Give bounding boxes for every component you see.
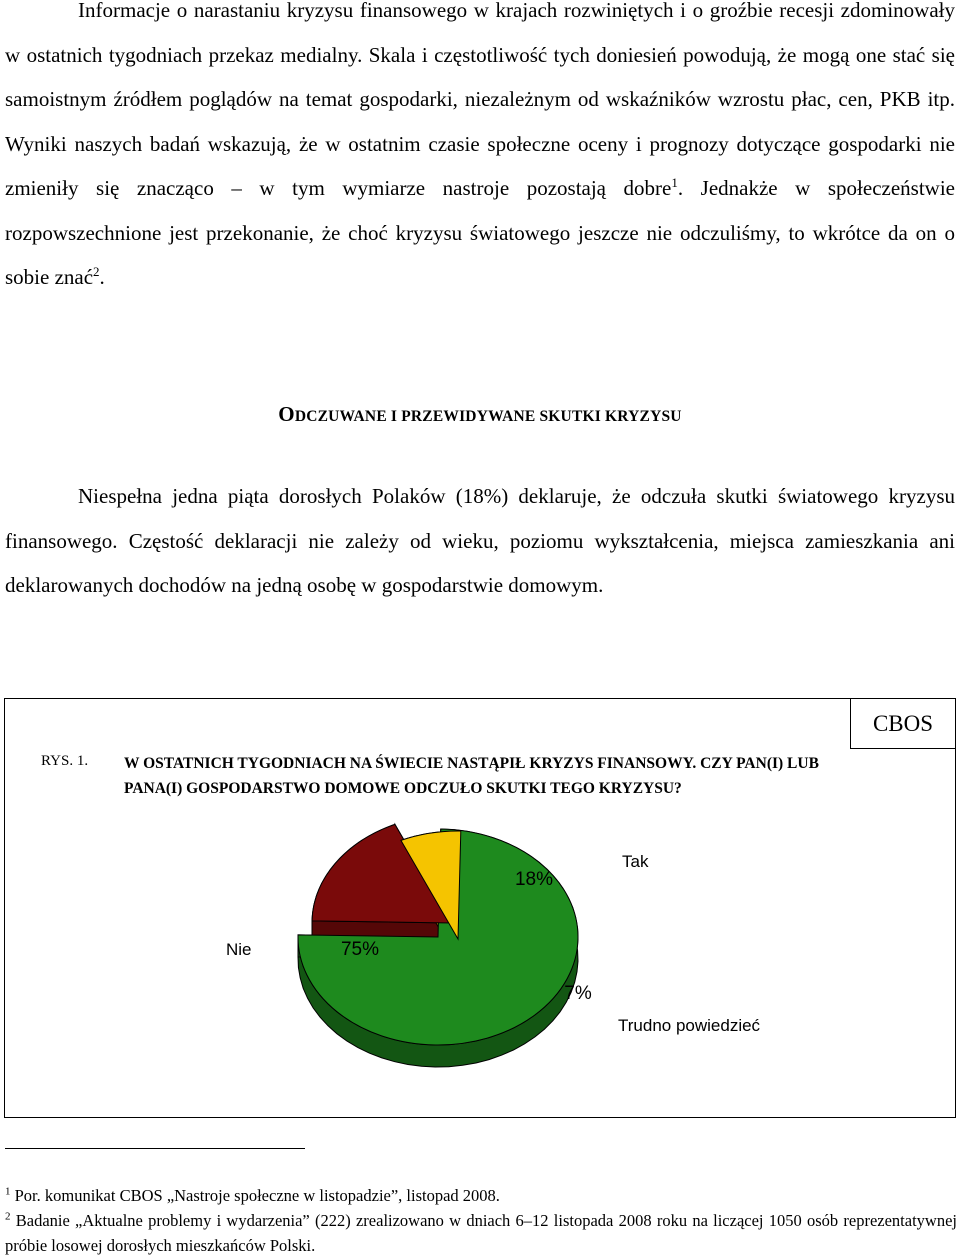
cbos-badge: CBOS: [850, 699, 955, 749]
footnote-1: [5, 1183, 957, 1208]
footnote-1-number: 1: [5, 1185, 11, 1198]
footnote-1-text: Por. komunikat CBOS „Nastroje społeczne w listopadzie”, listopad 2008.: [14, 1186, 500, 1205]
footnote-ref-1[interactable]: 1: [671, 175, 678, 190]
intro-text-c: .: [99, 265, 105, 289]
figure-label: RYS. 1.: [41, 753, 89, 769]
figure-title: W OSTATNICH TYGODNIACH NA ŚWIECIE NASTĄPIŁ KRYZYS FINANSOWY. CZY PAN(I) LUB PANA(I) GOSPODARSTWO DOMOWE ODCZUŁO SKUTKI TEGO KRYZYSU?: [124, 755, 819, 797]
footnote-2-text: Badanie „Aktualne problemy i wydarzenia” (222) zrealizowano w dniach 6–12 listopada 2008 roku na liczącej 1050 osób reprezentatywnej próbie losowej dorosłych mieszkańców Polski.: [5, 1211, 957, 1255]
footnote-ref-2[interactable]: 2: [93, 264, 100, 279]
section-heading-initial: O: [278, 402, 295, 426]
pie-value-label-1: 18%: [514, 869, 554, 890]
intro-paragraph: [5, 0, 955, 300]
section-heading: [0, 402, 960, 427]
findings-paragraph: Niespełna jedna piąta dorosłych Polaków (18%) deklaruje, że odczuła skutki światowego kryzysu finansowego. Częstość deklaracji nie zależy od wieku, poziomu wykształcenia, miejsca zamieszkania ani deklarowanych dochodów na jedną osobę w gospodarstwie domowym.: [5, 484, 955, 597]
pie-category-label-0: Nie: [226, 940, 252, 959]
pie-category-label-1: Tak: [622, 852, 649, 871]
footnote-2-number: 2: [5, 1210, 11, 1223]
pie-category-label-2: Trudno powiedzieć: [618, 1016, 761, 1035]
footnote-2: [5, 1208, 957, 1258]
intro-text-a: Informacje o narastaniu kryzysu finansowego w krajach rozwiniętych i o groźbie recesji zdominowały w ostatnich tygodniach przekaz medialny. Skala i częstotliwość tych doniesień powodują, że mogą one stać się samoistnym źródłem poglądów na temat gospodarki, niezależnym od wskaźników wzrostu płac, cen, PKB itp. Wyniki naszych badań wskazują, że w ostatnim czasie społeczne oceny i prognozy dotyczące gospodarki nie zmieniły się znacząco – w tym wymiarze nastroje pozostają dobre: [5, 0, 955, 200]
pie-chart: [5, 699, 955, 1117]
pie-value-label-2: 7%: [564, 983, 592, 1004]
pie-value-label-0: 75%: [340, 939, 380, 960]
intro-text-b: . Jednakże w społeczeństwie rozpowszechnione jest przekonanie, że choć kryzysu światowego jeszcze nie odczuliśmy, to wkrótce da on o sobie znać: [5, 176, 956, 289]
section-heading-rest: DCZUWANE I PRZEWIDYWANE SKUTKI KRYZYSU: [294, 408, 682, 425]
figure-box: [4, 698, 956, 1118]
footnote-separator: [5, 1148, 305, 1149]
